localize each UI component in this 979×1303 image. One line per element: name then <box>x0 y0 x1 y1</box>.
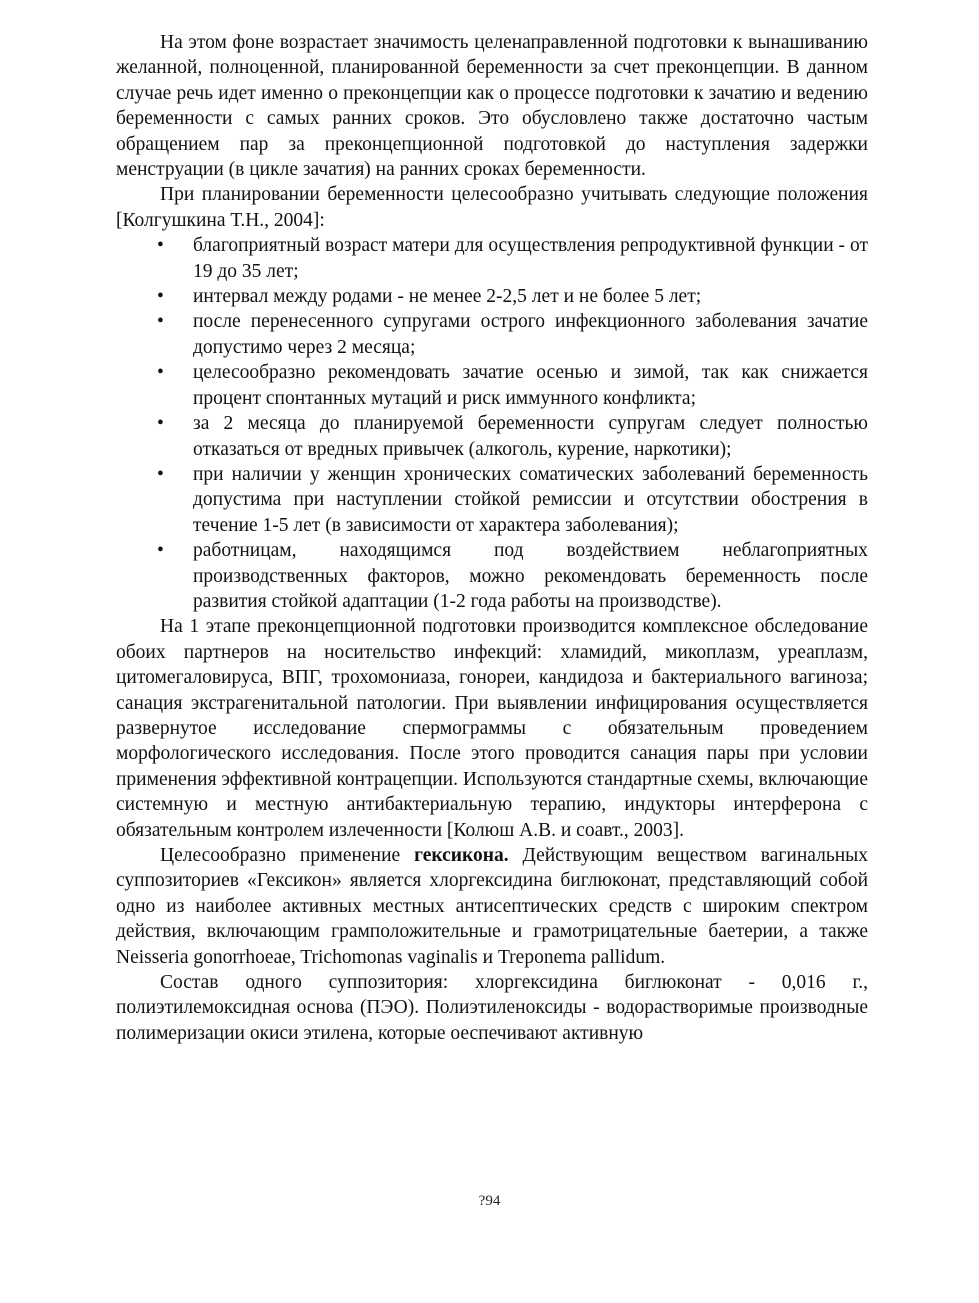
hexicon-bold-term: гексикона. <box>414 845 509 866</box>
list-item <box>116 360 868 411</box>
bullet-icon: • <box>157 413 164 435</box>
bullet-icon: • <box>157 463 164 485</box>
list-item-text: целесообразно рекомендовать зачатие осенью и зимой, так как снижается процент спонтанных мутаций и риск иммунного конфликта; <box>193 362 868 409</box>
list-item <box>116 462 868 538</box>
hexicon-text-start: Целесообразно применение <box>160 845 415 866</box>
page-number: ?94 <box>478 1193 501 1209</box>
document-page <box>116 30 868 1046</box>
list-item-text: за 2 месяца до планируемой беременности супругам следует полностью отказаться от вредных привычек (алкоголь, курение, наркотики); <box>193 413 868 460</box>
paragraph-hexicon <box>116 843 868 970</box>
bullet-icon: • <box>157 362 164 384</box>
list-item-text: благоприятный возраст матери для осуществления репродуктивной функции - от 19 до 35 лет; <box>193 235 868 282</box>
planning-conditions-list <box>116 233 868 614</box>
list-item-text: интервал между родами - не менее 2-2,5 лет и не более 5 лет; <box>193 286 702 308</box>
list-item <box>116 411 868 462</box>
hexicon-text-rest: Действующим веществом вагинальных суппозиториев «Гексикон» является хлоргексидина биглюконат, представляющий собой одно из наиболее активных местных антисептических средств с широким спектром действия, включающим грамположительные и грамотрицательные баетерии, а также Neisseria gonorrhoeae, Trichomonas vaginalis и Treponema pallidum. <box>116 845 869 968</box>
list-item-text: при наличии у женщин хронических соматических заболеваний беременность допустима при наступлении стойкой ремиссии и отсутствии обострения в течение 1-5 лет (в зависимости от характера заболевания); <box>193 463 868 536</box>
bullet-icon: • <box>157 311 164 333</box>
bullet-icon: • <box>157 286 164 308</box>
bullet-icon: • <box>157 540 164 562</box>
list-item-text: после перенесенного супругами острого инфекционного заболевания зачатие допустимо через 2 месяца; <box>193 311 868 358</box>
list-item <box>116 284 868 309</box>
list-item <box>116 233 868 284</box>
paragraph-first-stage: На 1 этапе преконцепционной подготовки производится комплексное обследование обоих партнеров на носительство инфекций: хламидий, микоплазм, уреаплазм, цитомегаловируса, ВПГ, трохомониаза, гонореи, кандидоза и бактериального вагиноза; санация экстрагенитальной патологии. При выявлении инфицирования осуществляется развернутое исследование спермограммы с обязательным проведением морфологического исследования. После этого проводится санация пары при условии применения эффективной контрацепции. Используются стандартные схемы, включающие системную и местную антибактериальную терапию, индукторы интерферона с обязательным контролем излеченности [Колюш А.В. и соавт., 2003]. <box>116 616 868 841</box>
list-item-text: работницам, находящимся под воздействием неблагоприятных производственных факторов, можно рекомендовать беременность после развития стойкой адаптации (1-2 года работы на производстве). <box>193 540 868 612</box>
list-item <box>116 309 868 360</box>
list-item <box>116 538 868 614</box>
bullet-icon: • <box>157 235 164 257</box>
paragraph-composition: Состав одного суппозитория: хлоргексидина биглюконат - 0,016 г., полиэтилемоксидная основа (ПЭО). Полиэтиленоксиды - водорастворимые производные полимеризации окиси этилена, которые оеспечивают активную <box>116 972 868 1044</box>
paragraph-preconception: На этом фоне возрастает значимость целенаправленной подготовки к вынашиванию желанной, полноценной, планированной беременности за счет преконцепции. В данном случае речь идет именно о преконцепции как о процессе подготовки к зачатию и ведению беременности с самых ранних сроков. Это обусловлено также достаточно частым обращением пар за преконцепционной подготовкой до наступления задержки менструации (в цикле зачатия) на ранних сроках беременности. <box>116 32 868 181</box>
paragraph-planning-intro: При планировании беременности целесообразно учитывать следующие положения [Колгушкина Т.Н., 2004]: <box>116 184 868 231</box>
